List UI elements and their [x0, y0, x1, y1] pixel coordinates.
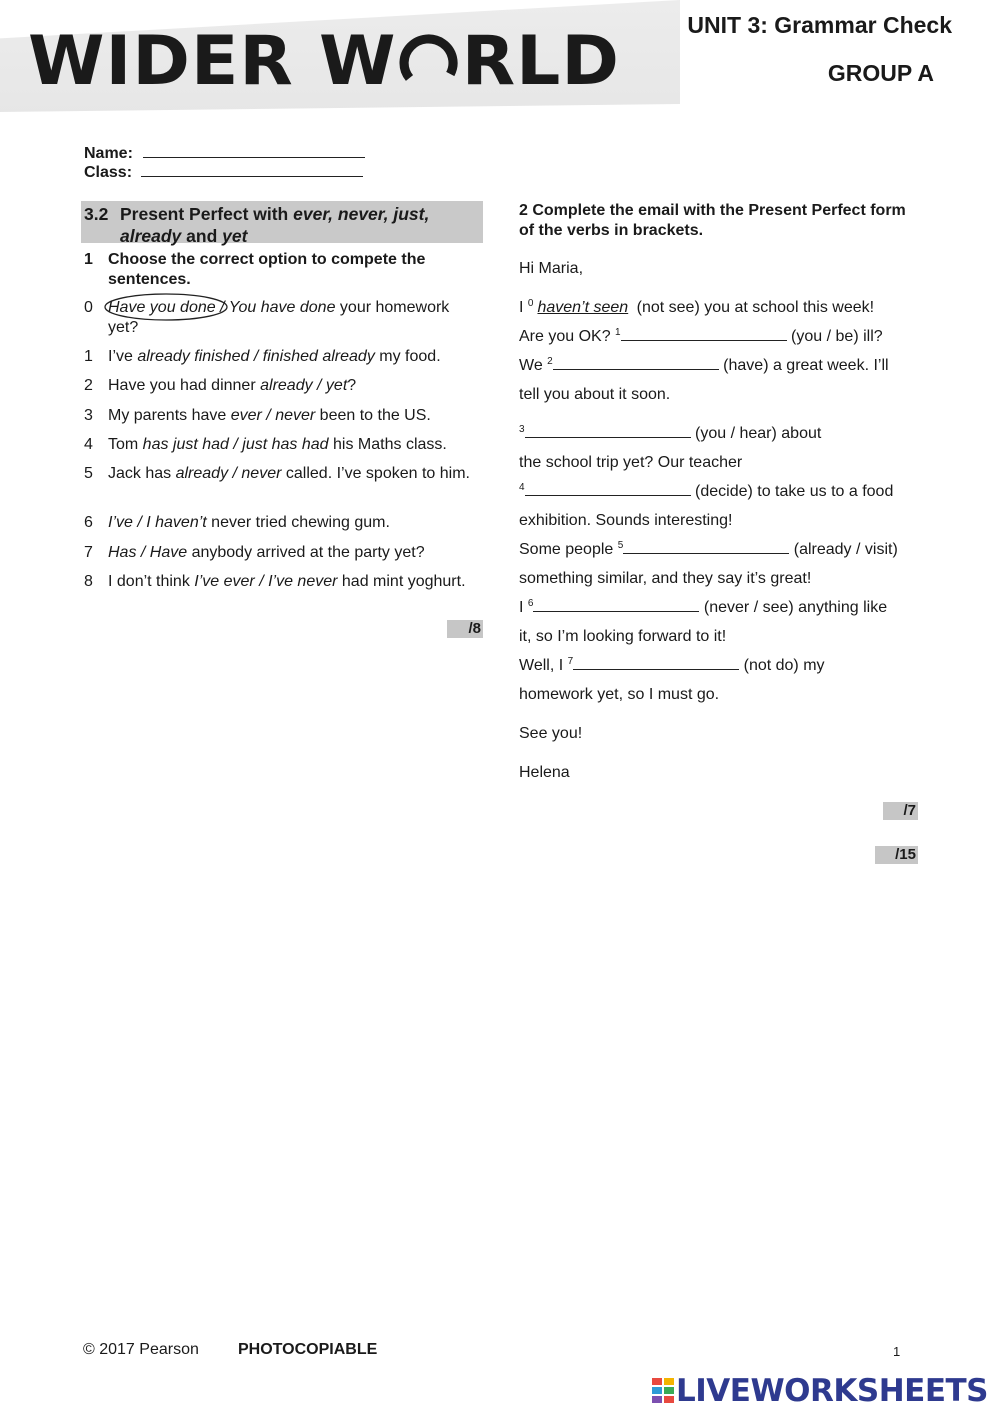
email-body — [519, 293, 919, 709]
email-line: Some people $^5$ (already / visit) — [519, 540, 898, 558]
section-title: 3.2 Present Perfect with ever, never, just, already and yet — [81, 201, 483, 243]
total-score: /15 — [875, 846, 918, 864]
answer-blank-2[interactable] — [553, 355, 719, 370]
task1-item: 1 I’ve already finished / finished already my food. — [84, 348, 441, 365]
option-choice[interactable]: has just had / just has had — [142, 436, 329, 453]
option-choice[interactable]: ever / never — [230, 407, 316, 424]
email-line: it, so I’m looking forward to it! — [519, 628, 727, 645]
answer-blank-5[interactable] — [623, 539, 789, 554]
option-choice[interactable]: already / yet — [260, 377, 348, 394]
photocopiable-label: PHOTOCOPIABLE — [238, 1341, 378, 1358]
email-line: I $^6$ (never / see) anything like — [519, 598, 888, 616]
option-choice[interactable]: You have done — [228, 299, 336, 316]
liveworksheets-blocks-icon — [652, 1378, 674, 1404]
email-line: $^4$ (decide) to take us to a food — [519, 482, 894, 500]
email-line: $^3$ (you / hear) about — [519, 424, 822, 442]
copyright: © 2017 Pearson — [83, 1341, 199, 1358]
option-choice[interactable]: already finished / finished already — [137, 348, 375, 365]
task1-item: 0 Have you done / You have done your homework yet? — [84, 298, 480, 338]
email-greeting: Hi Maria, — [519, 260, 584, 277]
class-input-line[interactable] — [141, 162, 363, 177]
option-choice[interactable]: already / never — [175, 465, 282, 482]
task2-score: /7 — [883, 802, 918, 820]
email-line: exhibition. Sounds interesting! — [519, 512, 733, 529]
option-choice[interactable]: Has / Have — [108, 544, 188, 561]
email-line: homework yet, so I must go. — [519, 686, 720, 703]
name-field[interactable]: Name: — [84, 143, 365, 163]
task1-item: 3 My parents have ever / never been to the US. — [84, 407, 431, 424]
task1-item: 6 I’ve / I haven’t never tried chewing gum. — [84, 514, 390, 531]
wider-world-logo: WIDER W RLD — [28, 22, 620, 101]
group-title: GROUP A — [827, 60, 934, 86]
task1-instruction: 1 Choose the correct option to compete the sentences. — [84, 251, 426, 288]
email-line: something similar, and they say it’s great! — [519, 570, 812, 587]
answer-blank-7[interactable] — [573, 655, 739, 670]
task1-item: 4 Tom has just had / just has had his Maths class. — [84, 436, 447, 453]
email-line: Well, I $^7$ (not do) my — [519, 656, 825, 674]
task1-item: 2 Have you had dinner already / yet? — [84, 377, 357, 394]
email-line: Are you OK? $^1$ (you / be) ill? — [519, 327, 883, 345]
task1-item: 8 I don’t think I’ve ever / I’ve never had mint yoghurt. — [84, 573, 466, 590]
email-closing: See you! — [519, 725, 583, 742]
example-answer: haven’t seen — [537, 299, 629, 316]
unit-title: UNIT 3: Grammar Check — [687, 12, 952, 38]
email-line: We $^2$ (have) a great week. I’ll — [519, 356, 889, 374]
answer-blank-4[interactable] — [525, 481, 691, 496]
class-field[interactable]: Class: — [84, 162, 363, 182]
task1-score: /8 — [447, 620, 483, 638]
task1-item: 5 Jack has already / never called. I’ve spoken to him. — [84, 465, 470, 482]
answer-blank-6[interactable] — [533, 597, 699, 612]
email-signature: Helena — [519, 764, 570, 781]
email-line: tell you about it soon. — [519, 386, 671, 403]
option-choice[interactable]: I’ve ever / I’ve never — [194, 573, 338, 590]
task2-instruction: 2 Complete the email with the Present Perfect form of the verbs in brackets. — [519, 202, 906, 239]
answer-circle-icon — [102, 292, 232, 324]
circled-answer: Have you done — [108, 299, 216, 316]
page-number: 1 — [893, 1344, 901, 1359]
email-line: I $^0$ haven’t seen (not see) you at school this week! — [519, 298, 875, 316]
liveworksheets-logo[interactable]: LIVEWORKSHEETS — [652, 1374, 988, 1408]
answer-blank-3[interactable] — [525, 423, 691, 438]
name-input-line[interactable] — [143, 143, 365, 158]
email-line: the school trip yet? Our teacher — [519, 454, 743, 471]
answer-blank-1[interactable] — [621, 326, 787, 341]
logo-ring-icon — [400, 30, 459, 94]
task1-item: 7 Has / Have anybody arrived at the party yet? — [84, 544, 425, 561]
option-choice[interactable]: I’ve / I haven’t — [108, 514, 207, 531]
